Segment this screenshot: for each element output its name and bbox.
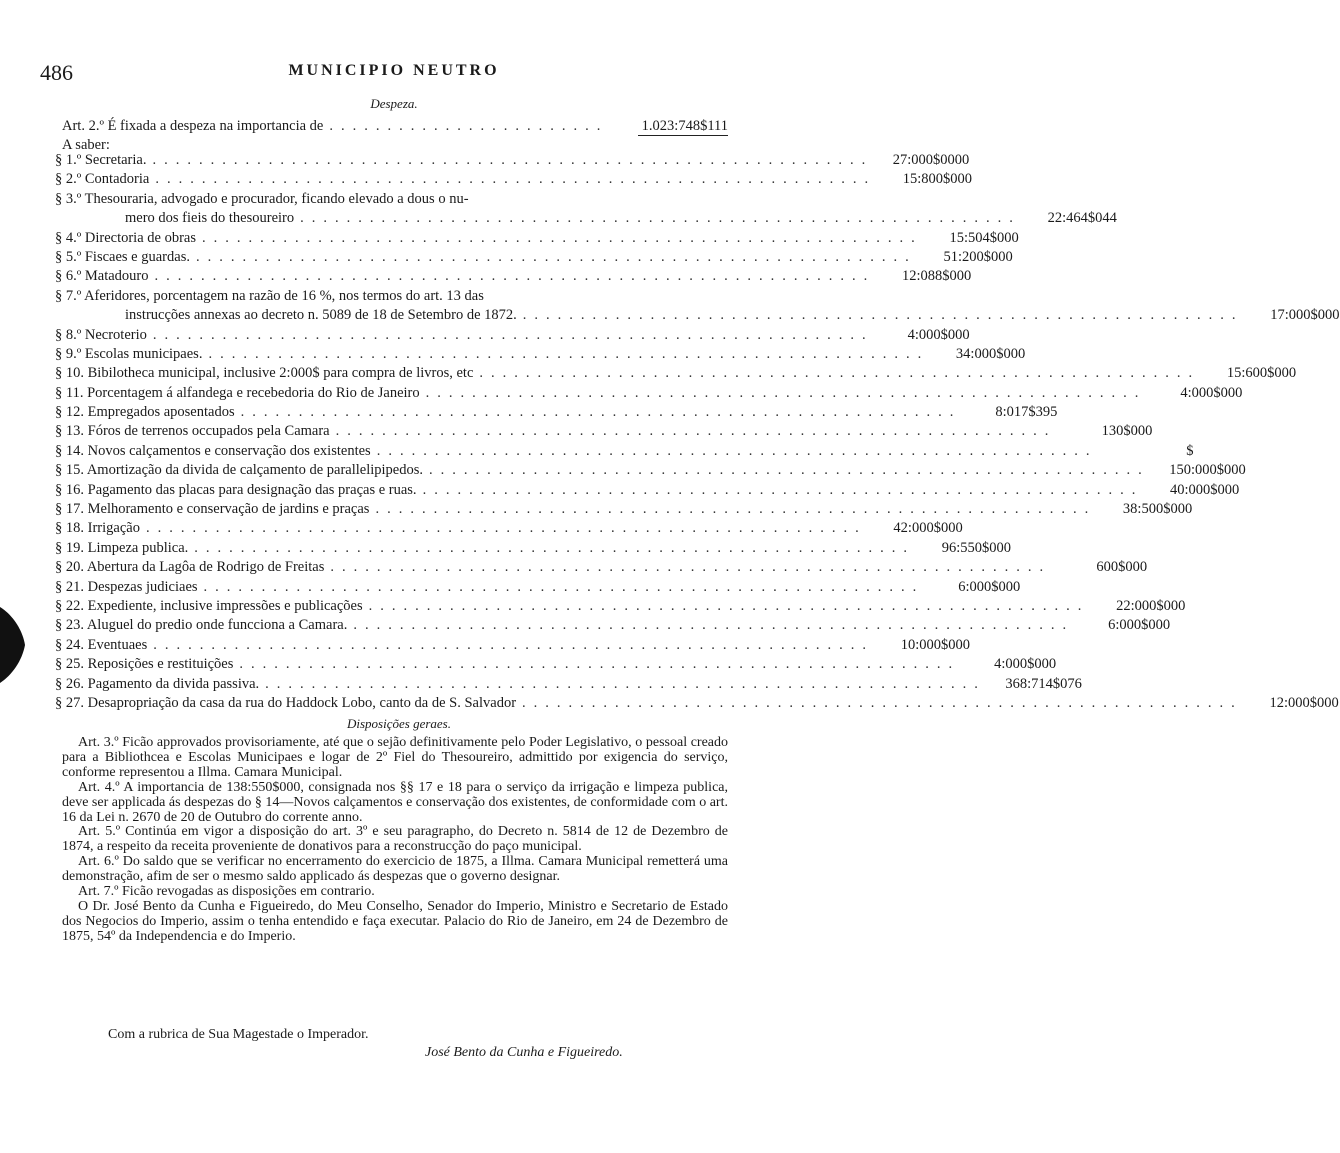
expense-item-amount: 22:000$000 bbox=[1116, 597, 1186, 614]
a-saber-label: A saber: bbox=[62, 137, 110, 153]
expense-item-text: § 3.º Thesouraria, advogado e procurador, ficando elevado a dous o nu- bbox=[55, 190, 469, 207]
expense-item bbox=[55, 520, 963, 539]
leader-dots: .............................................................. bbox=[376, 442, 1098, 459]
expense-item-text: § 19. Limpeza publica. bbox=[55, 539, 189, 556]
expense-item bbox=[55, 248, 1013, 268]
art2-amount: 1.023:748$111 bbox=[638, 118, 728, 136]
expense-item-text: § 18. Irrigação bbox=[55, 520, 140, 537]
leader-dots: .............................................................. bbox=[208, 345, 930, 362]
expense-item-amount: 150:000$000 bbox=[1169, 462, 1246, 479]
article-paragraph: Art. 5.º Continúa em vigor a disposição do art. 3º e seu paragrapho, do Decreto n. 5814 de 12 de Dezembro de 1874, a respeito da receita proveniente de donativos para a reconstrucção do paço municipal. bbox=[62, 824, 728, 855]
expense-item-text: § 20. Abertura da Lagôa de Rodrigo de Freitas bbox=[55, 559, 325, 576]
expense-item-amount: 96:550$000 bbox=[941, 539, 1012, 556]
expense-item-text: § 14. Novos calçamentos e conservação dos existentes bbox=[55, 442, 371, 459]
expense-item-text: § 12. Empregados aposentados bbox=[55, 404, 235, 421]
expense-item-text: § 4.º Directoria de obras bbox=[55, 229, 196, 246]
expense-item-text: § 27. Desapropriação da casa da rua do Haddock Lobo, canto da de S. Salvador bbox=[55, 694, 517, 711]
leader-dots: .............................................................. bbox=[375, 501, 1097, 518]
expense-item-amount: 600$000 bbox=[1096, 559, 1148, 576]
expense-item-text: § 22. Expediente, inclusive impressões e publicações bbox=[55, 597, 363, 614]
expense-item bbox=[55, 539, 1012, 559]
expense-item-text: § 7.º Aferidores, porcentagem na razão de 16 %, nos termos do art. 13 das bbox=[55, 287, 484, 304]
expense-item-text: § 10. Bibilotheca municipal, inclusive 2:000$ para compra de livros, etc bbox=[55, 365, 474, 382]
leader-dots: .............................................................. bbox=[479, 365, 1201, 382]
expense-item bbox=[55, 636, 970, 656]
expense-item bbox=[55, 617, 1171, 636]
expense-item-text: § 17. Melhoramento e conservação de jardins e praças bbox=[55, 501, 370, 518]
leader-dots: .............................................................. bbox=[422, 481, 1144, 498]
page-edge-artifact bbox=[0, 605, 26, 685]
expense-item-amount: 10:000$000 bbox=[900, 636, 970, 653]
expense-item-amount: 368:714$076 bbox=[1005, 675, 1082, 692]
expense-item bbox=[55, 171, 973, 190]
expense-item-text: § 24. Eventuaes bbox=[55, 636, 148, 653]
expense-item-amount: 40:000$000 bbox=[1170, 481, 1240, 498]
section-title: Despeza. bbox=[370, 96, 418, 111]
expense-item-text: § 11. Porcentagem á alfandega e recebedoria do Rio de Janeiro bbox=[55, 384, 420, 401]
expense-item-amount: 6:000$000 bbox=[1108, 617, 1171, 634]
expense-item-line bbox=[55, 288, 728, 307]
expense-item-text: § 5.º Fiscaes e guardas. bbox=[55, 248, 190, 265]
leader-dots: .............................................................. bbox=[239, 656, 961, 673]
leader-dots: .............................................................. bbox=[153, 636, 874, 653]
dispositions-body bbox=[62, 736, 728, 945]
expense-item-amount: 4:000$000 bbox=[1180, 384, 1243, 401]
leader-dots: .............................................................. bbox=[194, 539, 916, 556]
expense-item bbox=[55, 326, 970, 346]
expense-item-amount: 6:000$000 bbox=[958, 578, 1021, 595]
rubrica-line: Com a rubrica de Sua Magestade o Imperador. bbox=[108, 1027, 369, 1042]
page-header-title: MUNICIPIO NEUTRO bbox=[288, 62, 500, 79]
expense-item-amount: 34:000$000 bbox=[955, 345, 1026, 362]
expense-item-text: § 26. Pagamento da divida passiva. bbox=[55, 675, 260, 692]
leader-dots: .............................................................. bbox=[265, 675, 986, 692]
expense-item-text: § 15. Amortização da divida de calçamento de parallelipipedos. bbox=[55, 462, 424, 479]
expense-item-amount: 22:464$044 bbox=[1047, 210, 1117, 227]
expense-item bbox=[55, 268, 972, 287]
signature: José Bento da Cunha e Figueiredo. bbox=[425, 1045, 623, 1060]
expense-item bbox=[55, 656, 1057, 675]
article-paragraph: Art. 6.º Do saldo que se verificar no encerramento do exercicio de 1875, a Illma. Camara Municipal remetterá uma demonstração, afim de ser o mesmo saldo applicado ás despezas que o governo designar. bbox=[62, 854, 728, 885]
art2-total-row bbox=[62, 118, 728, 137]
leader-dots: .............................................................. bbox=[152, 326, 874, 343]
leader-dots: .............................................................. bbox=[240, 404, 962, 421]
expense-item-text: § 1.º Secretaria. bbox=[55, 152, 147, 168]
expense-item-amount: 15:504$000 bbox=[949, 229, 1019, 246]
leader-dots: .............................................................. bbox=[522, 694, 1243, 711]
expense-item bbox=[55, 578, 1021, 598]
leader-dots: .............................................................. bbox=[522, 307, 1244, 324]
leader-dots: .............................................................. bbox=[425, 384, 1147, 401]
leader-dots: .............................................................. bbox=[300, 210, 1021, 227]
expense-item-line bbox=[55, 191, 728, 210]
expense-item-amount: 12:088$000 bbox=[901, 268, 972, 285]
expense-items-list bbox=[55, 152, 1340, 714]
leader-dots: .............................................................. bbox=[203, 578, 925, 595]
leader-dots: .............................................................. bbox=[353, 617, 1075, 634]
expense-item-text: § 13. Fóros de terrenos occupados pela Camara bbox=[55, 423, 330, 440]
leader-dots: .............................................................. bbox=[330, 559, 1052, 576]
leader-dots: .............................................................. bbox=[335, 423, 1057, 440]
dispositions-title: Disposições geraes. bbox=[347, 716, 451, 731]
leader-dots: .............................................................. bbox=[154, 268, 876, 285]
expense-item bbox=[55, 559, 1148, 578]
expense-item bbox=[55, 210, 1117, 229]
page-number: 486 bbox=[40, 60, 73, 85]
expense-item bbox=[55, 307, 1340, 326]
expense-item-amount: 4:000$000 bbox=[907, 326, 970, 343]
leader-dots: ........................ bbox=[329, 118, 609, 134]
expense-item bbox=[55, 345, 1026, 365]
expense-item-amount: 4:000$000 bbox=[994, 656, 1057, 673]
expense-item-text: § 6.º Matadouro bbox=[55, 268, 149, 285]
art2-text: Art. 2.º É fixada a despeza na importancia de bbox=[62, 118, 324, 134]
expense-item-amount: 8:017$395 bbox=[995, 404, 1058, 421]
leader-dots: .............................................................. bbox=[368, 597, 1090, 614]
expense-item bbox=[55, 442, 1194, 462]
article-paragraph: Art. 3.º Ficão approvados provisoriamente, até que o sejão definitivamente pelo Poder Legislativo, o pessoal creado para a Bibliothcea e Escolas Municipaes e logar de 2º Fiel do Thesoureiro, admittido por exigencia do serviço, conforme representou a Illma. Camara Municipal. bbox=[62, 735, 728, 780]
expense-item bbox=[55, 404, 1058, 423]
expense-item bbox=[55, 481, 1240, 501]
expense-item-text: instrucções annexas ao decreto n. 5089 de 18 de Setembro de 1872. bbox=[125, 307, 517, 324]
expense-item bbox=[55, 675, 1082, 695]
leader-dots: .............................................................. bbox=[202, 229, 923, 246]
article-paragraph: Art. 7.º Ficão revogadas as disposições em contrario. bbox=[78, 884, 375, 900]
leader-dots: .............................................................. bbox=[152, 152, 874, 168]
expense-item bbox=[55, 384, 1243, 404]
expense-item-text: § 8.º Necroterio bbox=[55, 326, 147, 343]
leader-dots: .............................................................. bbox=[429, 462, 1150, 479]
expense-item bbox=[55, 152, 970, 171]
leader-dots: .............................................................. bbox=[195, 248, 917, 265]
expense-item-amount: 17:000$000 bbox=[1270, 307, 1340, 324]
expense-item-amount: 27:000$0000 bbox=[892, 152, 970, 168]
expense-item-text: § 2.º Contadoria bbox=[55, 171, 150, 188]
expense-item-amount: 15:800$000 bbox=[902, 171, 973, 188]
expense-item-amount: $ bbox=[1186, 442, 1194, 459]
expense-item bbox=[55, 365, 1297, 384]
expense-item bbox=[55, 501, 1193, 520]
expense-item bbox=[55, 597, 1186, 617]
expense-item-text: § 21. Despezas judiciaes bbox=[55, 578, 198, 595]
expense-item-text: § 16. Pagamento das placas para designação das praças e ruas. bbox=[55, 481, 417, 498]
expense-item-amount: 38:500$000 bbox=[1122, 501, 1193, 518]
article-paragraph: Art. 4.º A importancia de 138:550$000, consignada nos §§ 17 e 18 para o serviço da irrigação e limpeza publica, deve ser applicada ás despezas do § 14—Novos calçamentos e conservação dos existentes, de conformidade com o art. 16 da Lei n. 2670 de 20 de Outubro do corrente anno. bbox=[62, 779, 728, 825]
expense-item-amount: 12:000$000 bbox=[1269, 694, 1339, 711]
leader-dots: .............................................................. bbox=[155, 171, 877, 188]
leader-dots: .............................................................. bbox=[145, 520, 867, 537]
expense-item-text: § 23. Aluguel do predio onde funcciona a Camara. bbox=[55, 617, 348, 634]
expense-item-amount: 42:000$000 bbox=[893, 520, 963, 537]
expense-item-amount: 15:600$000 bbox=[1226, 365, 1297, 382]
expense-item-amount: 130$000 bbox=[1101, 423, 1153, 440]
expense-item-amount: 51:200$000 bbox=[943, 248, 1013, 265]
expense-item bbox=[55, 694, 1339, 714]
expense-item-text: mero dos fieis do thesoureiro bbox=[125, 210, 295, 227]
expense-item bbox=[55, 229, 1019, 249]
expense-item-text: § 9.º Escolas municipaes. bbox=[55, 345, 203, 362]
expense-item bbox=[55, 462, 1246, 481]
article-paragraph: O Dr. José Bento da Cunha e Figueiredo, do Meu Conselho, Senador do Imperio, Ministro e Secretario de Estado dos Negocios do Imperio, assim o tenha entendido e faça executar. Palacio do Rio de Janeiro, em 24 de Dezembro de 1875, 54º da Independencia e do Imperio. bbox=[62, 898, 728, 944]
expense-item-text: § 25. Reposições e restituições bbox=[55, 656, 234, 673]
expense-item bbox=[55, 423, 1153, 442]
